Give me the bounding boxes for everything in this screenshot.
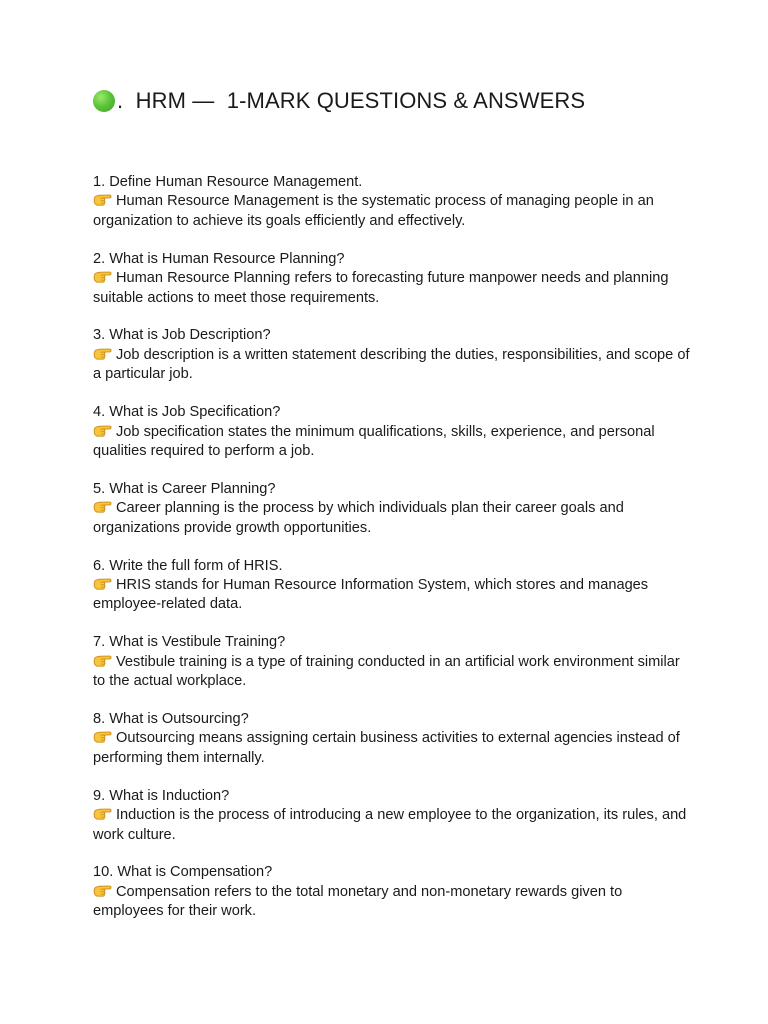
question-text: 2. What is Human Resource Planning? xyxy=(93,250,345,267)
answer-text xyxy=(93,729,693,768)
answer-body: Career planning is the process by which individuals plan their career goals and organizations provide growth opportunities. xyxy=(93,500,624,536)
answer-body: HRIS stands for Human Resource Information System, which stores and manages employee-related data. xyxy=(93,577,649,613)
page-title xyxy=(93,86,585,116)
question-text: 1. Define Human Resource Management. xyxy=(93,174,363,190)
list-item xyxy=(93,863,693,921)
pointing-hand-icon xyxy=(93,576,112,591)
question-text: 4. What is Job Specification? xyxy=(93,404,281,421)
answer-body: Human Resource Management is the systematic process of managing people in an organization to achieve its goals efficiently and effectively. xyxy=(93,193,654,229)
pointing-hand-icon xyxy=(93,346,112,361)
answer-text xyxy=(93,269,693,308)
title-text: . HRM — 1-MARK QUESTIONS & ANSWERS xyxy=(117,88,586,113)
green-circle-icon xyxy=(93,90,115,112)
answer-text xyxy=(93,499,693,538)
answer-text xyxy=(93,883,693,922)
list-item xyxy=(93,787,693,845)
list-item xyxy=(93,326,693,384)
qa-list xyxy=(93,173,693,940)
question-text: 7. What is Vestibule Training? xyxy=(93,634,286,651)
list-item xyxy=(93,480,693,538)
question-text: 5. What is Career Planning? xyxy=(93,480,276,497)
list-item xyxy=(93,173,693,231)
question-text: 3. What is Job Description? xyxy=(93,327,271,344)
pointing-hand-icon xyxy=(93,729,112,744)
answer-text xyxy=(93,576,693,615)
answer-body: Job description is a written statement describing the duties, responsibilities, and scope of a particular job. xyxy=(93,346,690,383)
pointing-hand-icon xyxy=(93,192,112,207)
answer-body: Compensation refers to the total monetary and non-monetary rewards given to employees for their work. xyxy=(93,883,623,920)
answer-text xyxy=(93,423,693,462)
list-item xyxy=(93,633,693,691)
list-item xyxy=(93,250,693,308)
pointing-hand-icon xyxy=(93,653,112,668)
answer-text xyxy=(93,346,693,385)
question-text: 8. What is Outsourcing? xyxy=(93,711,249,728)
answer-text xyxy=(93,192,693,231)
question-text: 9. What is Induction? xyxy=(93,787,230,804)
answer-body: Vestibule training is a type of training conducted in an artificial work environment similar to the actual workplace. xyxy=(93,653,680,690)
answer-text xyxy=(93,653,693,692)
question-text: 10. What is Compensation? xyxy=(93,864,273,881)
answer-body: Human Resource Planning refers to forecasting future manpower needs and planning suitable actions to meet those requirements. xyxy=(93,270,669,306)
pointing-hand-icon xyxy=(93,499,112,514)
pointing-hand-icon xyxy=(93,806,112,821)
list-item xyxy=(93,710,693,768)
question-text: 6. Write the full form of HRIS. xyxy=(93,557,283,574)
pointing-hand-icon xyxy=(93,269,112,284)
answer-body: Job specification states the minimum qualifications, skills, experience, and personal qualities required to perform a job. xyxy=(93,423,655,459)
list-item xyxy=(93,557,693,615)
answer-body: Outsourcing means assigning certain business activities to external agencies instead of performing them internally. xyxy=(93,730,680,766)
pointing-hand-icon xyxy=(93,883,112,898)
list-item xyxy=(93,403,693,461)
pointing-hand-icon xyxy=(93,423,112,438)
answer-text xyxy=(93,806,693,845)
answer-body: Induction is the process of introducing a new employee to the organization, its rules, and work culture. xyxy=(93,807,687,843)
